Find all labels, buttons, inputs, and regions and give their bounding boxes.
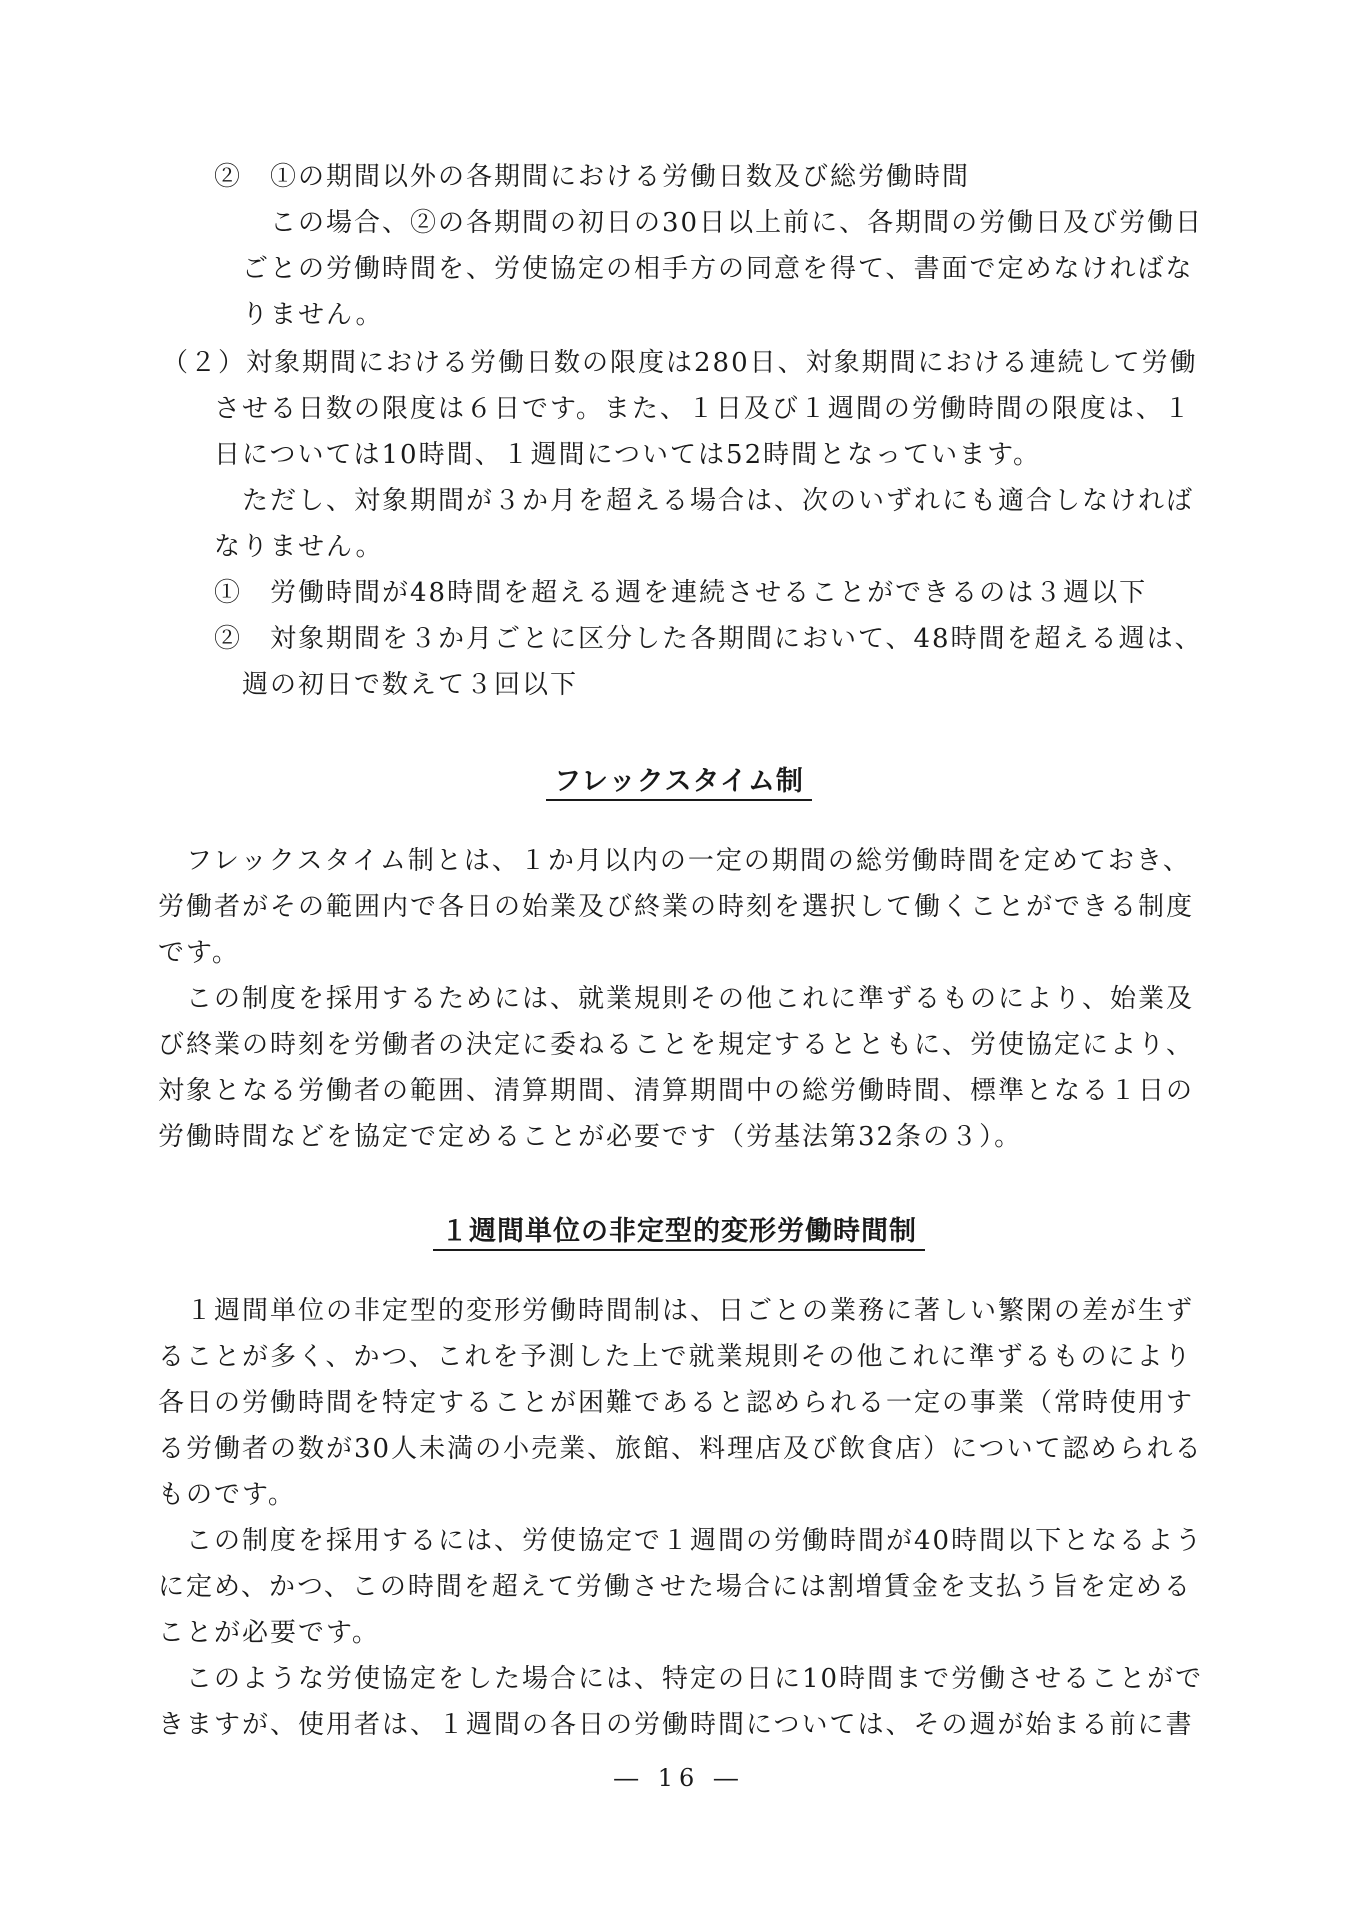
flex-para-line-4: この制度を採用するためには、就業規則その他これに準ずるものにより、始業及: [186, 984, 1195, 1014]
weekly-para-line-7: に定め、かつ、この時間を超えて労働させた場合には割増賃金を支払う旨を定める: [158, 1572, 1192, 1602]
item-2-body-line-3: りません。: [242, 300, 384, 330]
weekly-para-line-9: このような労使協定をした場合には、特定の日に10時間まで労働させることがで: [186, 1664, 1204, 1694]
weekly-para-line-4: る労働者の数が30人未満の小売業、旅館、料理店及び飲食店）について認められる: [158, 1434, 1203, 1464]
flex-time-heading-text: フレックスタイム制: [546, 768, 812, 801]
item-2-body-line-2: ごとの労働時間を、労使協定の相手方の同意を得て、書面で定めなければな: [242, 254, 1194, 284]
flex-para-line-5: び終業の時刻を労働者の決定に委ねることを規定するとともに、労使協定により、: [158, 1030, 1195, 1060]
weekly-heading: [0, 1218, 1358, 1251]
section-2-line-5: なりません。: [214, 532, 384, 562]
section-2-line-3: 日については10時間、１週間については52時間となっています。: [214, 440, 1042, 470]
weekly-para-line-8: ことが必要です。: [158, 1618, 380, 1648]
section-2-item-2: ② 対象期間を３か月ごとに区分した各期間において、48時間を超える週は、: [214, 624, 1203, 654]
weekly-para-line-10: きますが、使用者は、１週間の各日の労働時間については、その週が始まる前に書: [158, 1710, 1194, 1740]
weekly-para-line-3: 各日の労働時間を特定することが困難であると認められる一定の事業（常時使用す: [158, 1388, 1195, 1418]
item-2-title: ② ①の期間以外の各期間における労働日数及び総労働時間: [214, 162, 971, 192]
page-number: ― 16 ―: [614, 1764, 744, 1792]
section-2-line-2: させる日数の限度は６日です。また、１日及び１週間の労働時間の限度は、１: [214, 394, 1192, 424]
section-2-line-4: ただし、対象期間が３か月を超える場合は、次のいずれにも適合しなければ: [242, 486, 1195, 516]
item-2-body-line-1: この場合、②の各期間の初日の30日以上前に、各期間の労働日及び労働日: [270, 208, 1204, 238]
flex-para-line-1: フレックスタイム制とは、１か月以内の一定の期間の総労働時間を定めておき、: [186, 846, 1191, 876]
weekly-para-line-6: この制度を採用するには、労使協定で１週間の労働時間が40時間以下となるよう: [186, 1526, 1204, 1556]
weekly-para-line-1: １週間単位の非定型的変形労働時間制は、日ごとの業務に著しい繁閑の差が生ず: [186, 1296, 1195, 1326]
flex-para-line-7: 労働時間などを協定で定めることが必要です（労基法第32条の３）。: [158, 1122, 1023, 1152]
section-2-item-1: ① 労働時間が48時間を超える週を連続させることができるのは３週以下: [214, 578, 1148, 608]
flex-para-line-6: 対象となる労働者の範囲、清算期間、清算期間中の総労働時間、標準となる１日の: [158, 1076, 1195, 1106]
flex-para-line-2: 労働者がその範囲内で各日の始業及び終業の時刻を選択して働くことができる制度: [158, 892, 1195, 922]
flex-time-heading: [0, 768, 1358, 801]
weekly-para-line-5: ものです。: [158, 1480, 296, 1510]
weekly-para-line-2: ることが多く、かつ、これを予測した上で就業規則その他これに準ずるものにより: [158, 1342, 1193, 1372]
flex-para-line-3: です。: [158, 938, 240, 968]
section-2-item-2-cont: 週の初日で数えて３回以下: [242, 670, 579, 700]
weekly-heading-text: １週間単位の非定型的変形労働時間制: [433, 1218, 925, 1251]
section-2-line-1: （２）対象期間における労働日数の限度は280日、対象期間における連続して労働: [162, 348, 1198, 378]
